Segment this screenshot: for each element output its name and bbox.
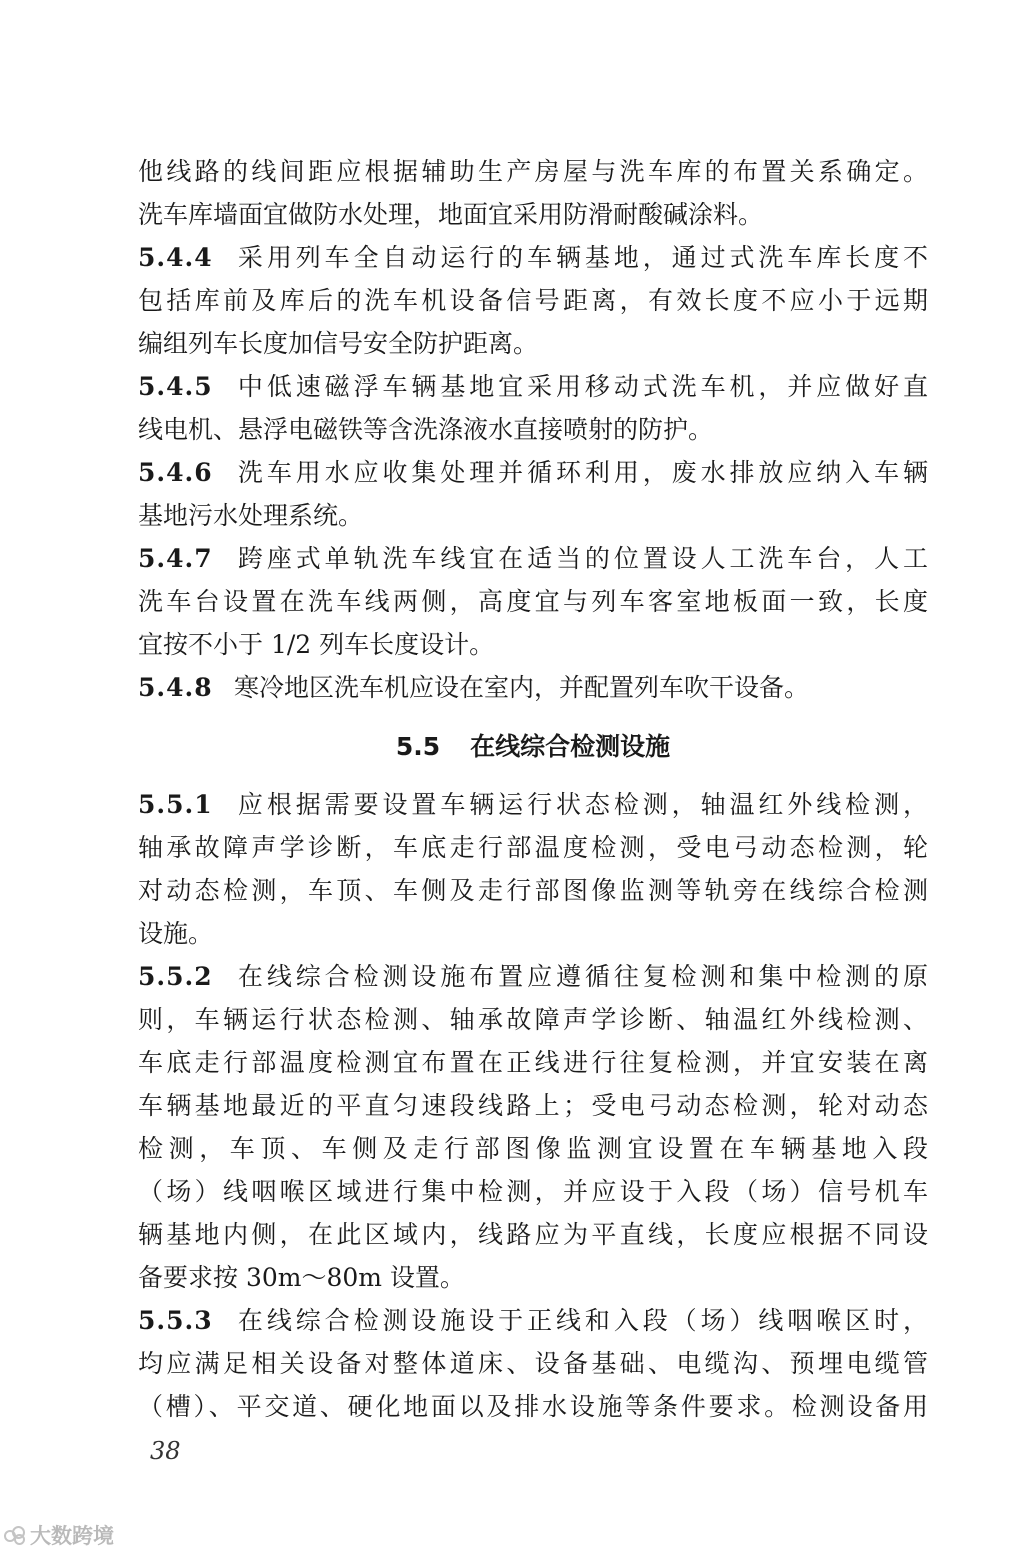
clause-5-4-4	[138, 236, 928, 365]
line-text: 寒冷地区洗车机应设在室内，并配置列车吹干设备。	[234, 673, 810, 702]
text-line	[138, 912, 928, 955]
page-number: 38	[150, 1437, 181, 1465]
line-text: 备要求按 30m～80m 设置。	[138, 1263, 465, 1292]
text-line	[138, 580, 928, 623]
line-text: 线电机、悬浮电磁铁等含洗涤液水直接喷射的防护。	[138, 415, 714, 444]
text-line	[138, 150, 928, 193]
line-text: 辆基地内侧，在此区域内，线路应为平直线，长度应根据不同设	[138, 1220, 928, 1249]
text-line	[138, 408, 928, 451]
text-line	[138, 826, 928, 869]
line-text: 则，车辆运行状态检测、轴承故障声学诊断、轴温红外线检测、	[138, 1005, 928, 1034]
text-line	[138, 365, 928, 408]
text-line	[138, 236, 928, 279]
line-text: 跨座式单轨洗车线宜在适当的位置设人工洗车台，人工	[234, 544, 928, 573]
line-text: 洗车用水应收集处理并循环利用，废水排放应纳入车辆	[234, 458, 928, 487]
watermark-logo-icon	[4, 1526, 26, 1544]
text-line	[138, 869, 928, 912]
text-line	[138, 494, 928, 537]
text-line	[138, 279, 928, 322]
line-text: 洗车台设置在洗车线两侧，高度宜与列车客室地板面一致，长度	[138, 587, 928, 616]
line-text: 均应满足相关设备对整体道床、设备基础、电缆沟、预埋电缆管	[138, 1349, 928, 1378]
section-title: 在线综合检测设施	[470, 732, 671, 761]
line-text: 车底走行部温度检测宜布置在正线进行往复检测，并宜安装在离	[138, 1048, 928, 1077]
clause-5-5-3	[138, 1299, 928, 1428]
text-line	[138, 322, 928, 365]
line-text: 检测，车顶、车侧及走行部图像监测宜设置在车辆基地入段	[138, 1134, 928, 1163]
page-content	[138, 150, 928, 1428]
text-line	[138, 1084, 928, 1127]
clause-number: 5.5.3	[138, 1306, 213, 1335]
clause-number: 5.4.5	[138, 372, 213, 401]
text-line	[138, 451, 928, 494]
text-line	[138, 193, 928, 236]
line-text: 基地污水处理系统。	[138, 501, 364, 530]
section-number: 5.5	[395, 732, 441, 761]
clause-5-4-5	[138, 365, 928, 451]
line-text: 在线综合检测设施设于正线和入段（场）线咽喉区时，	[234, 1306, 928, 1335]
line-text: 中低速磁浮车辆基地宜采用移动式洗车机，并应做好直	[234, 372, 928, 401]
clause-5-4-6	[138, 451, 928, 537]
line-text: 设施。	[138, 919, 214, 948]
text-line	[138, 1342, 928, 1385]
text-line	[138, 1256, 928, 1299]
clause-number: 5.5.1	[138, 790, 213, 819]
text-line	[138, 1299, 928, 1342]
text-line	[138, 1127, 928, 1170]
line-text: 在线综合检测设施布置应遵循往复检测和集中检测的原	[234, 962, 928, 991]
clause-5-5-1	[138, 783, 928, 955]
line-text: 他线路的线间距应根据辅助生产房屋与洗车库的布置关系确定。	[138, 157, 928, 186]
text-line	[138, 998, 928, 1041]
clause-number: 5.4.6	[138, 458, 213, 487]
line-text: （场）线咽喉区域进行集中检测，并应设于入段（场）信号机车	[138, 1177, 928, 1206]
line-text: 包括库前及库后的洗车机设备信号距离，有效长度不应小于远期	[138, 286, 928, 315]
watermark	[4, 1520, 114, 1550]
paragraph-continuation	[138, 150, 928, 236]
text-line	[138, 1041, 928, 1084]
clause-5-4-8	[138, 666, 928, 709]
clause-number: 5.4.8	[138, 673, 213, 702]
clause-5-4-7	[138, 537, 928, 666]
text-line	[138, 955, 928, 998]
text-line	[138, 1170, 928, 1213]
line-text: 采用列车全自动运行的车辆基地，通过式洗车库长度不	[234, 243, 928, 272]
clause-5-5-2	[138, 955, 928, 1299]
line-text: 编组列车长度加信号安全防护距离。	[138, 329, 539, 358]
line-text: 对动态检测，车顶、车侧及走行部图像监测等轨旁在线综合检测	[138, 876, 928, 905]
line-text: （槽）、平交道、硬化地面以及排水设施等条件要求。检测设备用	[138, 1392, 928, 1421]
watermark-text: 大数跨境	[30, 1524, 114, 1548]
line-text: 轴承故障声学诊断，车底走行部温度检测，受电弓动态检测，轮	[138, 833, 928, 862]
text-line	[138, 666, 928, 709]
line-text: 应根据需要设置车辆运行状态检测，轴温红外线检测，	[234, 790, 928, 819]
clause-number: 5.4.4	[138, 243, 213, 272]
clause-number: 5.5.2	[138, 962, 213, 991]
text-line	[138, 623, 928, 666]
line-text: 宜按不小于 1/2 列车长度设计。	[138, 630, 495, 659]
text-line	[138, 783, 928, 826]
clause-number: 5.4.7	[138, 544, 213, 573]
section-heading	[138, 726, 928, 768]
line-text: 车辆基地最近的平直匀速段线路上；受电弓动态检测，轮对动态	[138, 1091, 928, 1120]
text-line	[138, 537, 928, 580]
line-text: 洗车库墙面宜做防水处理，地面宜采用防滑耐酸碱涂料。	[138, 200, 764, 229]
text-line	[138, 1213, 928, 1256]
text-line	[138, 1385, 928, 1428]
